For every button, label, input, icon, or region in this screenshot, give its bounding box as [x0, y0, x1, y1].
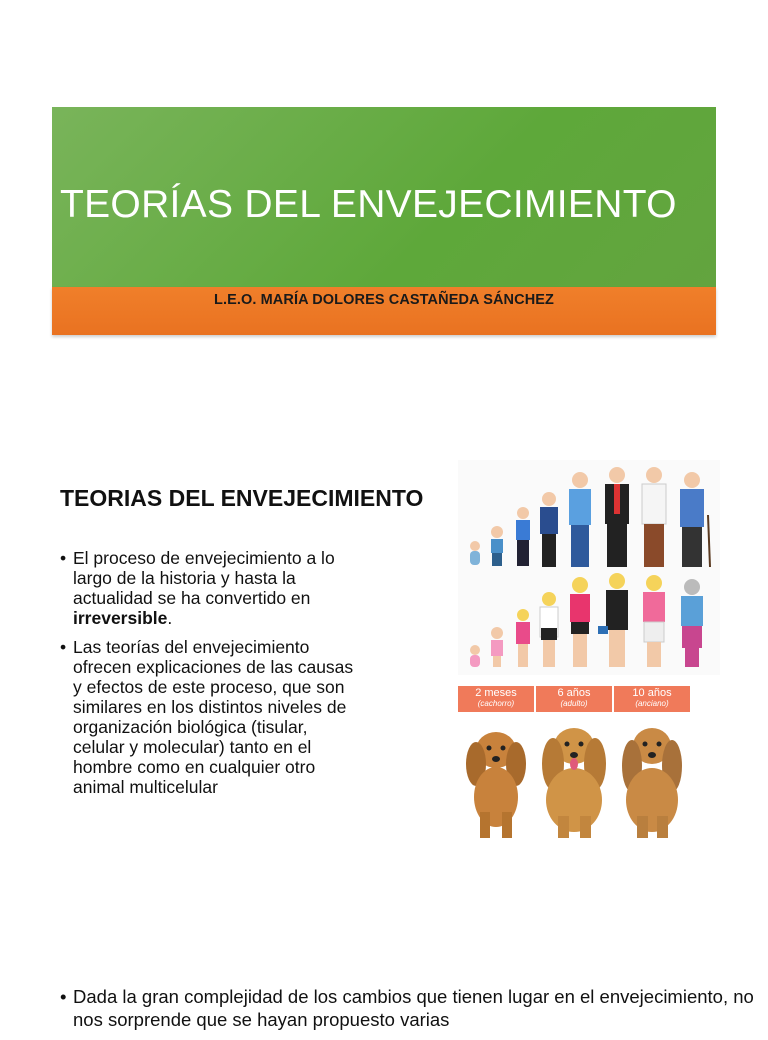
human-aging-illustration	[458, 460, 720, 675]
male-toddler-figure	[491, 526, 503, 566]
dog-age-label: 10 años (anciano)	[632, 687, 672, 708]
female-child-figure	[516, 609, 530, 667]
bullet-list	[60, 548, 360, 806]
slide-title: TEORÍAS DEL ENVEJECIMIENTO	[60, 183, 677, 226]
bullet-item	[60, 548, 360, 628]
slide-subtitle: L.E.O. MARÍA DOLORES CASTAÑEDA SÁNCHEZ	[214, 292, 554, 308]
bullet-item: • Dada la gran complejidad de los cambios que tienen lugar en el envejecimiento, no nos sorprende que se hayan propuesto varias	[60, 985, 760, 1031]
puppy-dog	[466, 732, 526, 838]
bullet-item: • Las teorías del envejecimiento ofrecen explicaciones de las causas y efectos de este proceso, que son similares en los distintos niveles de organización biológica (tisular, celular y molecular) tanto en el hombre como en cualquier otro animal multicelular	[60, 637, 360, 797]
dog-aging-illustration	[458, 686, 690, 841]
bullet-list-2	[60, 985, 760, 1040]
dog-age-label: 6 años (adulto)	[536, 686, 614, 712]
dog-age-label: 2 meses (cachorro)	[458, 686, 536, 712]
section-heading: TEORIAS DEL ENVEJECIMIENTO	[60, 485, 424, 511]
bullet-emphasis: irreversible	[73, 608, 168, 628]
male-baby-figure	[470, 541, 480, 565]
female-baby-figure	[470, 645, 480, 667]
dogs-picture	[458, 712, 690, 841]
bullet-text: El proceso de envejecimiento a lo largo de la historia y hasta la actualidad se ha convertido en	[73, 548, 335, 608]
bullet-text-end: .	[167, 608, 173, 628]
dog-age-labels	[458, 686, 690, 712]
senior-dog	[622, 728, 682, 838]
adult-dog	[542, 728, 606, 838]
male-child-figure	[516, 507, 530, 566]
